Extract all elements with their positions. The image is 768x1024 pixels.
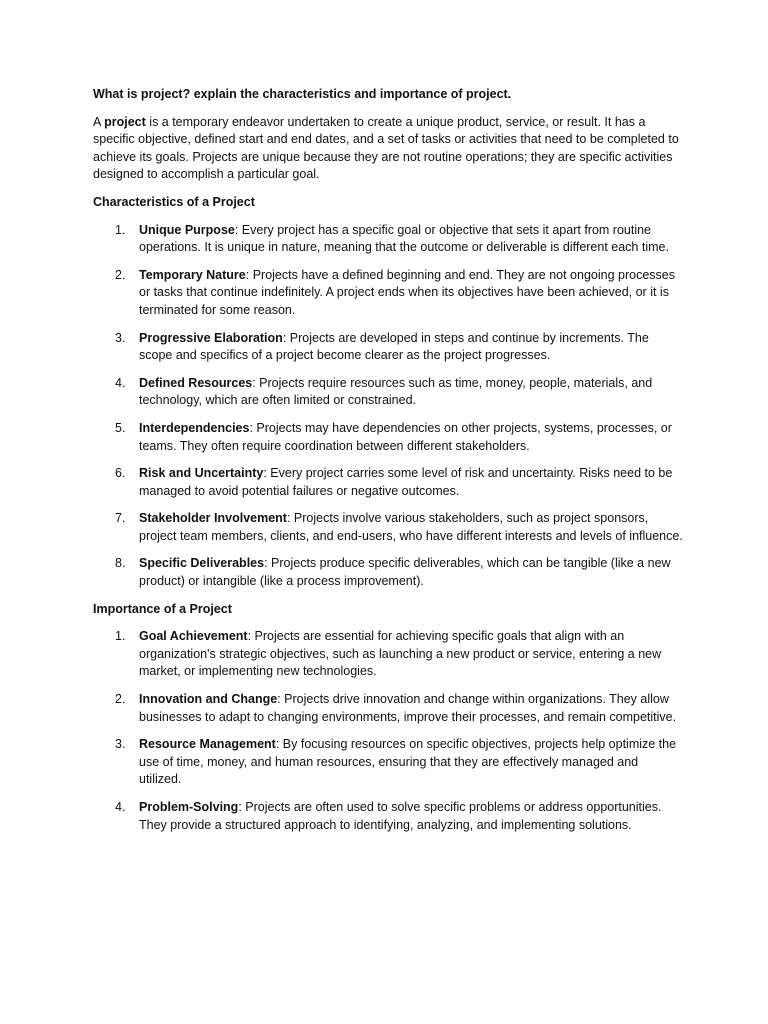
list-item: [93, 691, 683, 726]
list-text: : Projects produce specific deliverables, which can be tangible (like a new product) or intangible (like a process improvement).: [139, 556, 671, 589]
list-term: Risk and Uncertainty: [139, 466, 264, 481]
importance-title: Importance of a Project: [93, 601, 232, 616]
list-term: Goal Achievement: [139, 629, 248, 644]
list-item: [93, 267, 683, 320]
list-term: Resource Management: [139, 737, 276, 752]
list-text: : Projects are developed in steps and continue by increments. The scope and specifics of a project become clearer as the project progresses.: [139, 330, 649, 363]
list-item: [93, 799, 683, 834]
list-item: [93, 465, 683, 500]
list-term: Stakeholder Involvement: [139, 511, 287, 526]
list-number: 4.: [115, 375, 126, 390]
importance-list: [93, 628, 683, 834]
list-term: Progressive Elaboration: [139, 330, 283, 345]
list-text: : By focusing resources on specific objectives, projects help optimize the use of time, money, and human resources, ensuring that they are effectively managed and utilized.: [139, 737, 677, 787]
list-item: [93, 510, 683, 545]
document-heading: What is project? explain the characteristics and importance of project.: [93, 87, 512, 101]
intro-paragraph: [93, 114, 683, 184]
list-number: 6.: [115, 466, 126, 481]
list-text: : Projects are often used to solve specific problems or address opportunities. They provide a structured approach to identifying, analyzing, and implementing solutions.: [139, 800, 662, 832]
list-term: Unique Purpose: [139, 222, 235, 237]
characteristics-list: [93, 222, 683, 591]
list-text: : Projects may have dependencies on other projects, systems, processes, or teams. They often require coordination between different stakeholders.: [139, 420, 672, 453]
list-term: Defined Resources: [139, 375, 253, 390]
document-page: [93, 86, 683, 844]
list-item: [93, 375, 683, 410]
list-text: : Projects drive innovation and change within organizations. They allow businesses to adapt to changing environments, improve their processes, and remain competitive.: [139, 692, 677, 724]
list-item: [93, 420, 683, 455]
intro-bold-word: project: [104, 114, 146, 129]
list-number: 8.: [115, 556, 126, 571]
list-term: Innovation and Change: [139, 692, 278, 707]
list-number: 4.: [115, 800, 126, 814]
list-term: Problem-Solving: [139, 800, 239, 814]
list-text: : Projects involve various stakeholders, such as project sponsors, project team members, clients, and end-users, who have different interests and levels of influence.: [139, 511, 683, 543]
intro-rest: is a temporary endeavor undertaken to create a unique product, service, or result. It has a specific objective, defined start and end dates, and a set of tasks or activities that need to be completed to achieve its goals. Projects are unique because they are not routine operations; they are specific activities designed to accomplish a particular goal.: [93, 114, 679, 182]
list-text: : Projects require resources such as time, money, people, materials, and technology, which are often limited or constrained.: [139, 375, 653, 408]
list-text: : Projects have a defined beginning and end. They are not ongoing processes or tasks that continue indefinitely. A project ends when its objectives have been achieved, or it is terminated for some reason.: [139, 267, 675, 317]
list-item: [93, 736, 683, 789]
list-number: 7.: [115, 511, 126, 526]
list-text: : Every project has a specific goal or objective that sets it apart from routine operations. It is unique in nature, meaning that the outcome or deliverable is different each time.: [139, 222, 669, 255]
list-term: Interdependencies: [139, 420, 250, 435]
list-item: [93, 330, 683, 365]
list-item: [93, 222, 683, 257]
list-text: : Projects are essential for achieving specific goals that align with an organization's strategic objectives, such as launching a new product or service, entering a new market, or implementing new technologies.: [139, 629, 662, 679]
list-item: [93, 555, 683, 590]
list-number: 1.: [115, 222, 126, 237]
list-term: Temporary Nature: [139, 267, 246, 282]
list-number: 5.: [115, 420, 126, 435]
list-text: : Every project carries some level of risk and uncertainty. Risks need to be managed to avoid potential failures or negative outcomes.: [139, 466, 673, 498]
list-item: [93, 628, 683, 681]
intro-prefix: A: [93, 114, 105, 129]
list-number: 2.: [115, 267, 126, 282]
list-number: 3.: [115, 330, 126, 345]
characteristics-title: Characteristics of a Project: [93, 194, 255, 209]
list-number: 2.: [115, 692, 126, 707]
list-number: 1.: [115, 629, 126, 644]
list-number: 3.: [115, 737, 126, 752]
list-term: Specific Deliverables: [139, 556, 265, 571]
